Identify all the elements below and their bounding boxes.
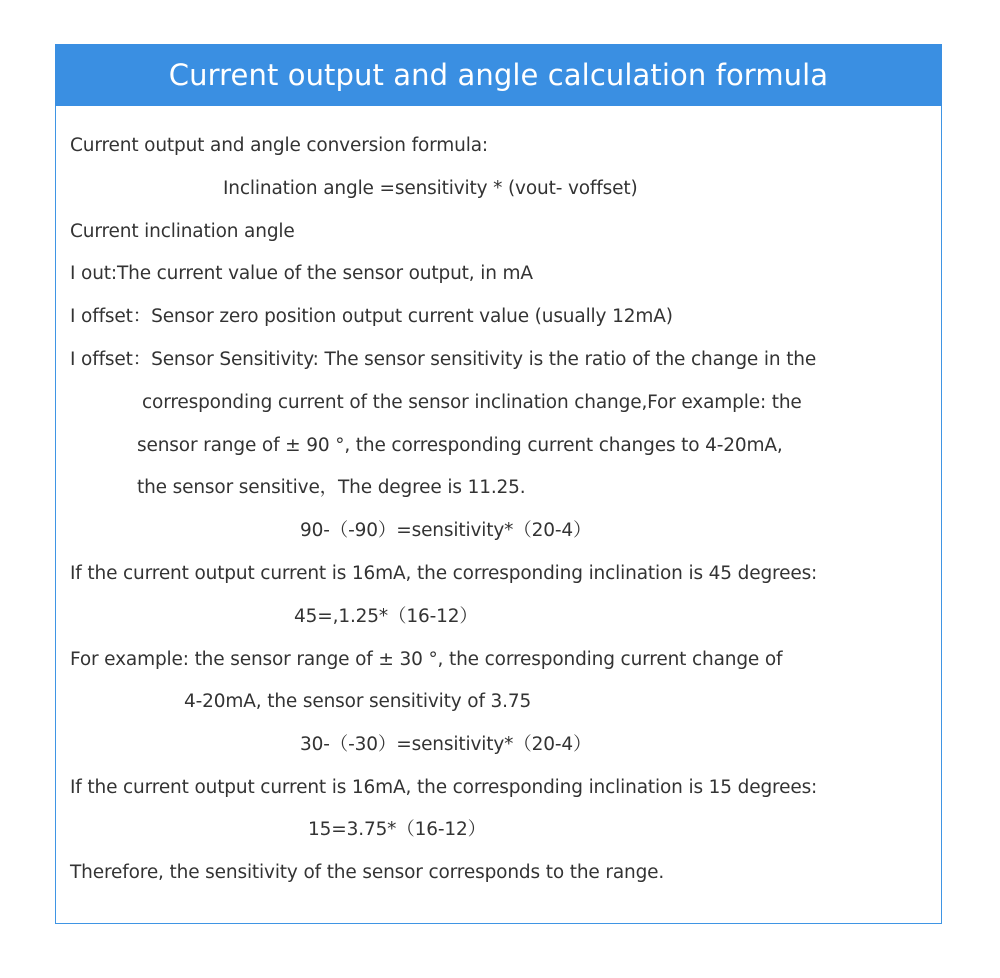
text-line: If the current output current is 16mA, the corresponding inclination is 45 degrees:: [70, 563, 818, 584]
text-line: sensor range of ± 90 °, the corresponding current changes to 4-20mA,: [137, 435, 783, 456]
text-line: I out:The current value of the sensor output, in mA: [70, 263, 533, 284]
text-line: For example: the sensor range of ± 30 °, the corresponding current change of: [70, 649, 783, 670]
text-line: corresponding current of the sensor inclination change,For example: the: [142, 392, 802, 413]
text-line: If the current output current is 16mA, the corresponding inclination is 15 degrees:: [70, 777, 818, 798]
text-line: the sensor sensitive，The degree is 11.25.: [137, 477, 526, 498]
text-line: Current inclination angle: [70, 221, 295, 242]
text-line: Therefore, the sensitivity of the sensor corresponds to the range.: [70, 862, 665, 883]
section-title: Current output and angle calculation formula: [55, 44, 942, 106]
formula-line: 15=3.75*（16-12）: [308, 819, 486, 840]
formula-line: 30-（-30）=sensitivity*（20-4）: [300, 734, 592, 755]
text-line: I offset：Sensor Sensitivity: The sensor sensitivity is the ratio of the change in the: [70, 349, 817, 370]
text-line: I offset：Sensor zero position output current value (usually 12mA): [70, 306, 673, 327]
formula-card: [55, 44, 942, 924]
text-line: Current output and angle conversion formula:: [70, 135, 488, 156]
formula-line: 90-（-90）=sensitivity*（20-4）: [300, 520, 592, 541]
text-line: 4-20mA, the sensor sensitivity of 3.75: [184, 691, 532, 712]
formula-line: 45=,1.25*（16-12）: [294, 606, 478, 627]
formula-line: Inclination angle =sensitivity * (vout- voffset): [223, 178, 638, 199]
